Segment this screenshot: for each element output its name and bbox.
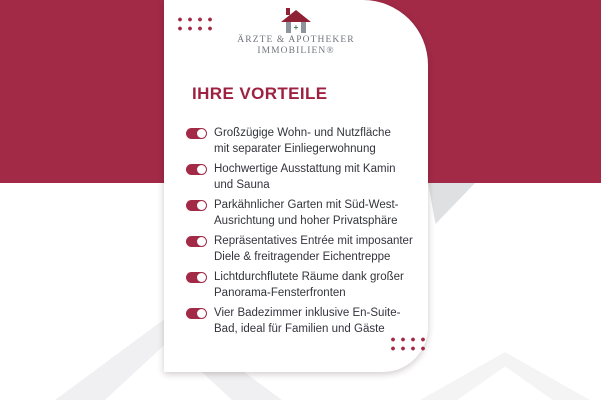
list-item-text [214,126,391,157]
benefits-list [186,126,416,342]
list-item [186,270,416,301]
list-item [186,162,416,193]
list-item-text [214,306,400,337]
list-item [186,234,416,265]
toggle-knob [197,129,206,138]
list-item-text [214,198,399,229]
list-item-line: Vier Badezimmer inklusive En-Suite- [214,307,401,319]
toggle-knob [197,165,206,174]
list-item-line: Hochwertige Ausstattung mit Kamin [214,163,396,175]
content-card [164,0,428,372]
list-item-line: Repräsentatives Entrée mit imposanter [214,235,413,247]
toggle-bullet-icon [186,272,207,283]
brand-name-line2: IMMOBILIEN® [257,46,335,56]
list-item [186,126,416,157]
list-item-line: Lichtdurchflutete Räume dank großer [214,271,404,283]
toggle-knob [197,273,206,282]
list-item-line: und Sauna [214,178,270,191]
toggle-knob [197,201,206,210]
toggle-knob [197,237,206,246]
brand-logo [164,8,428,57]
toggle-bullet-icon [186,128,207,139]
toggle-bullet-icon [186,164,207,175]
list-item-line: Bad, ideal für Familien und Gäste [214,322,385,335]
list-item-line: mit separater Einliegerwohnung [214,142,376,155]
list-item-text [214,162,396,193]
list-item-line: Großzügige Wohn- und Nutzfläche [214,127,391,139]
house-icon [280,8,312,35]
list-item-text [214,270,404,301]
house-glyph: + [293,22,299,32]
list-item-line: Panorama-Fensterfronten [214,286,346,299]
list-item-line: Parkähnlicher Garten mit Süd-West- [214,199,399,211]
list-item-text [214,234,413,265]
toggle-bullet-icon [186,308,207,319]
brand-name-line1: ÄRZTE & APOTHEKER [237,35,355,45]
page-title: IHRE VORTEILE [192,84,328,103]
house-body-shape [286,22,306,33]
watermark-chevron-right [420,352,590,400]
list-item [186,306,416,337]
list-item-line: Diele & freitragender Eichentreppe [214,250,391,263]
list-item [186,198,416,229]
roof-shape [281,10,311,22]
fold-corner-decoration [428,183,475,224]
toggle-bullet-icon [186,236,207,247]
list-item-line: Ausrichtung und hoher Privatsphäre [214,214,398,227]
toggle-bullet-icon [186,200,207,211]
toggle-knob [197,309,206,318]
